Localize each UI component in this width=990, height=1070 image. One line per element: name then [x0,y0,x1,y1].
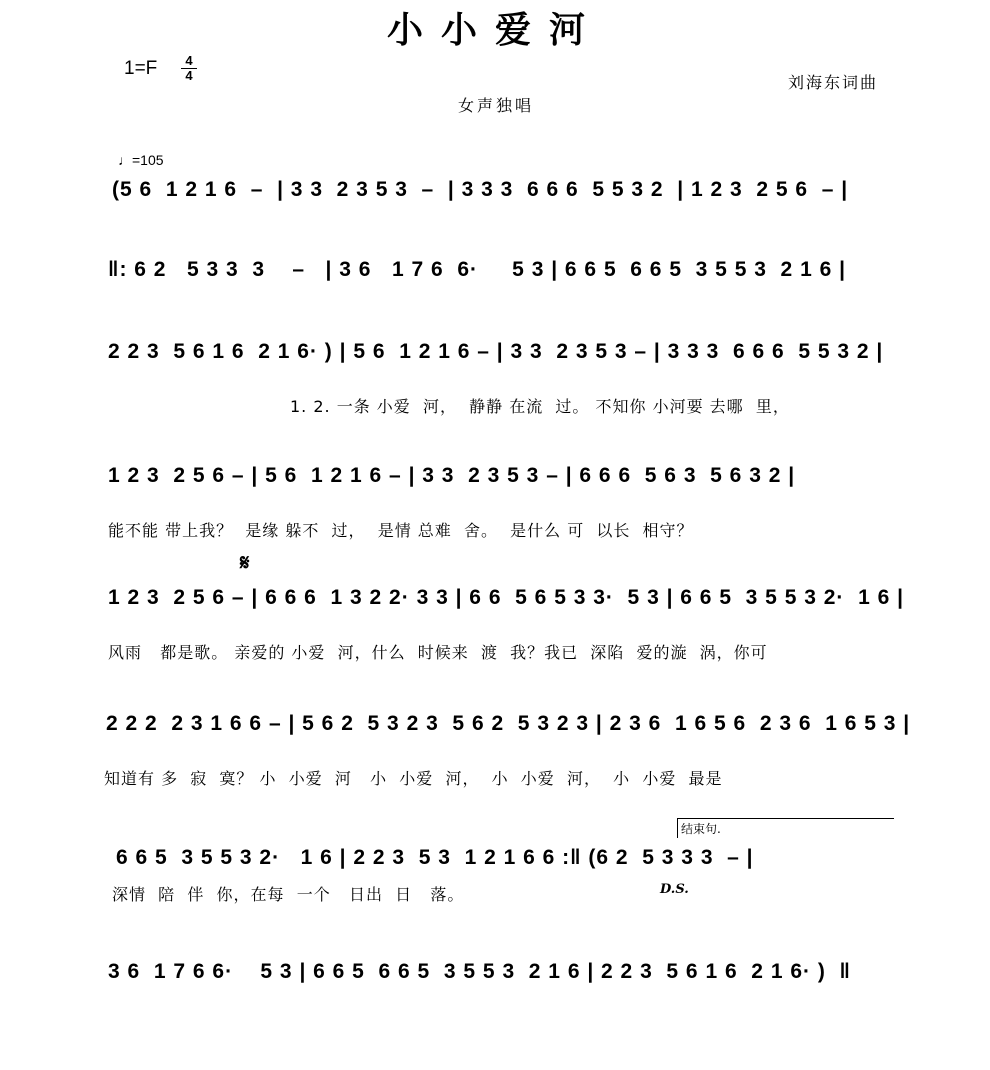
score-row-6 [0,712,990,822]
row-notes: ‖: 6 2 5 3 3 3 – | 3 6 1 7 6 6· 5 3 | 6 6 5 6 6 5 3 5 5 3 2 1 6 | [108,258,846,281]
row-lyrics: 深情 陪 伴 你，在每 一个 日出 日 落。 [112,885,465,904]
score-row-8 [0,960,990,1070]
segno-sign: 𝄋 [240,550,250,576]
row-lyrics: 1. 2. 一条 小爱 河， 静静 在流 过。 不知你 小河要 去哪 里， [290,397,790,416]
score-row-7 [0,846,990,956]
row-notes: 1 2 3 2 5 6 – | 6 6 6 1 3 2 2· 3 3 | 6 6 5 6 5 3 3· 5 3 | 6 6 5 3 5 5 3 2· 1 6 | [108,586,904,609]
row-lyrics: 知道有 多 寂 寞？ 小 小爱 河 小 小爱 河， 小 小爱 河， 小 小爱 最是 [104,769,723,788]
row-lyrics: 能不能 带上我？ 是缘 躲不 过， 是情 总难 舍。 是什么 可 以长 相守？ [108,521,694,540]
key-signature: 1=F [124,58,158,79]
row-notes: (5 6 1 2 1 6 – | 3 3 2 3 5 3 – | 3 3 3 6 6 6 5 5 3 2 | 1 2 3 2 5 6 – | [112,178,849,201]
row-notes: 3 6 1 7 6 6· 5 3 | 6 6 5 6 6 5 3 5 5 3 2 1 6 | 2 2 3 5 6 1 6 2 1 6· ) ‖ [108,960,851,983]
score-row-5 [0,586,990,696]
time-signature-top: 4 [185,53,193,68]
song-title: 小小爱河 [386,9,603,51]
row-lyrics: 风雨 都是歌。 亲爱的 小爱 河，什么 时候来 渡 我？我已 深陷 爱的漩 涡，你可 [108,643,768,662]
time-signature [181,54,197,83]
row-notes: 1 2 3 2 5 6 – | 5 6 1 2 1 6 – | 3 3 2 3 5 3 – | 6 6 6 5 6 3 5 6 3 2 | [108,464,796,487]
score-row-4 [0,464,990,574]
ending-label: 结束句. [677,818,894,838]
dal-segno-mark: D.S. [660,882,689,897]
row-notes: 2 2 3 5 6 1 6 2 1 6· ) | 5 6 1 2 1 6 – | 3 3 2 3 5 3 – | 3 3 3 6 6 6 5 5 3 2 | [108,340,884,363]
time-signature-bottom: 4 [185,68,193,83]
author-credit: 刘海东词曲 [787,73,878,92]
row-notes: 2 2 2 2 3 1 6 6 – | 5 6 2 5 3 2 3 5 6 2 5 3 2 3 | 2 3 6 1 6 5 6 2 3 6 1 6 5 3 | [106,712,911,735]
row-notes: 6 6 5 3 5 5 3 2· 1 6 | 2 2 3 5 3 1 2 1 6 6 :‖ (6 2 5 3 3 3 – | [116,846,754,869]
singer-label: 女声独唱 [458,96,535,115]
tempo-marking: ♩=105 [118,152,164,168]
score-row-3 [0,340,990,450]
